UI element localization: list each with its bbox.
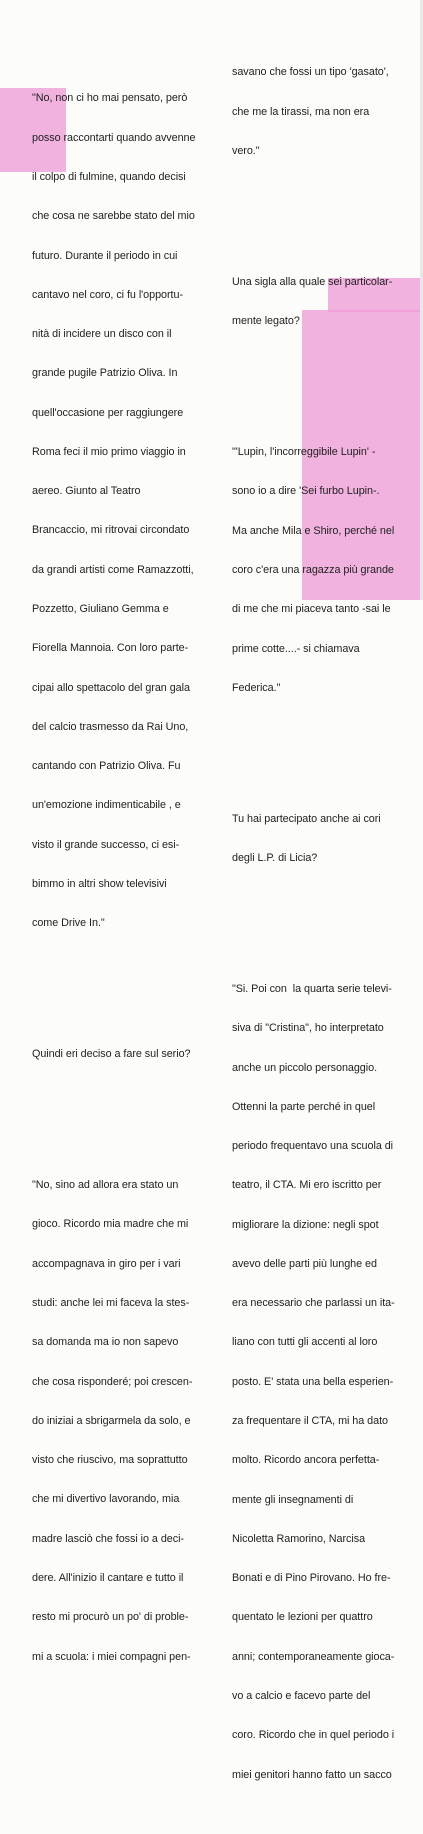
text-line: accompagnava in giro per i vari [32, 1257, 181, 1270]
text-line: Ottenni la parte perché in quel [232, 1100, 376, 1113]
text-line: sono io a dire 'Sei furbo Lupin-. [232, 485, 380, 498]
text-line: "Si. Poi con la quarta serie televi- [232, 982, 392, 995]
text-line: cipai allo spettacolo del gran gala [32, 681, 190, 694]
text-line: Nicoletta Ramorino, Narcisa [232, 1532, 366, 1545]
answer-paragraph [32, 66, 224, 956]
text-line: che me la tirassi, ma non era [232, 105, 370, 118]
text-line: che cosa risponderé; poi crescen- [32, 1375, 193, 1388]
text-line: savano che fossi un tipo 'gasato', [232, 66, 389, 79]
text-line: Roma feci il mio primo viaggio in [32, 445, 186, 458]
text-line: che cosa ne sarebbe stato del mio [32, 210, 195, 223]
text-line: un'emozione indimenticabile , e [32, 799, 181, 812]
text-line: posto. E' stata una bella esperien- [232, 1375, 394, 1388]
text-line: Tu hai partecipato anche ai cori [232, 812, 381, 825]
text-line: siva di "Cristina", ho interpretato [232, 1022, 384, 1035]
text-line: miei genitori hanno fatto un sacco [232, 1768, 392, 1781]
right-column [232, 14, 420, 1834]
text-line: visto che riuscivo, ma soprattutto [32, 1454, 188, 1467]
text-line: quell'occasione per raggiungere [32, 406, 184, 419]
text-line: quentato le lezioni per quattro [232, 1611, 373, 1624]
text-line: che mi divertivo lavorando, mia [32, 1493, 180, 1506]
text-line: Pozzetto, Giuliano Gemma e [32, 603, 169, 616]
text-line: cantando con Patrizio Oliva. Fu [32, 760, 181, 773]
text-line: di me che mi piaceva tanto -sai le [232, 603, 391, 616]
text-line: cantavo nel coro, ci fu l'opportu- [32, 288, 184, 301]
text-line: prime cotte....- si chiamava [232, 642, 360, 655]
text-line: "No, sino ad allora era stato un [32, 1179, 179, 1192]
text-line: da grandi artisti come Ramazzotti, [32, 563, 194, 576]
question-paragraph [32, 1022, 224, 1087]
text-line: Bonati e di Pino Pirovano. Ho fre- [232, 1572, 391, 1585]
paragraph-gap [232, 747, 420, 760]
text-line: molto. Ricordo ancora perfetta- [232, 1454, 380, 1467]
text-line: "No, non ci ho mai pensato, però [32, 92, 188, 105]
question-paragraph [232, 787, 420, 892]
text-line: "'Lupin, l'incorreggibile Lupin' - [232, 446, 376, 459]
text-line: mente legato? [232, 315, 300, 328]
paragraph-gap [232, 381, 420, 394]
text-line: studi: anche lei mi faceva la stes- [32, 1297, 190, 1309]
question-paragraph [232, 250, 420, 355]
text-line: Federica." [232, 681, 281, 694]
text-line: aereo. Giunto al Teatro [32, 485, 141, 498]
paragraph-gap [232, 917, 420, 930]
paragraph-gap [32, 983, 224, 996]
text-line: do iniziai a sbrigarmela da solo, e [32, 1414, 191, 1427]
text-line: del calcio trasmesso da Rai Uno, [32, 720, 189, 733]
text-line: liano con tutti gli accenti al loro [232, 1336, 378, 1349]
text-line: posso raccontarti quando avvenne [32, 131, 196, 144]
text-line: Fiorella Mannoia. Con loro parte- [32, 642, 189, 655]
text-line: visto il grande successo, ci esi- [32, 838, 180, 851]
answer-paragraph [232, 957, 420, 1808]
text-line: vo a calcio e facevo parte del [232, 1690, 371, 1702]
text-line: za frequentare il CTA, mi ha dato [232, 1415, 388, 1428]
text-line: Una sigla alla quale sei particolar- [232, 275, 393, 288]
text-line: grande pugile Patrizio Oliva. In [32, 367, 178, 380]
text-line: era necessario che parlassi un ita- [232, 1297, 395, 1310]
text-line: periodo frequentavo una scuola di [232, 1140, 394, 1153]
answer-paragraph [32, 1153, 224, 1690]
text-line: sa domanda ma io non sapevo [32, 1336, 179, 1349]
text-line: il colpo di fulmine, quando decisi [32, 170, 186, 183]
text-line: Ma anche Mila e Shiro, perché nel [232, 524, 395, 537]
text-line: teatro, il CTA. Mi ero iscritto per [232, 1179, 382, 1192]
text-line: futuro. Durante il periodo in cui [32, 249, 178, 262]
text-line: mi a scuola: i miei compagni pen- [32, 1650, 191, 1663]
text-line: madre lasciò che fossi io a deci- [32, 1532, 184, 1545]
text-line: anni; contemporaneamente gioca- [232, 1650, 395, 1663]
text-line: bimmo in altri show televisivi [32, 878, 167, 890]
answer-paragraph [232, 420, 420, 721]
answer-paragraph [232, 40, 420, 184]
text-line: nità di incidere un disco con il [32, 328, 172, 341]
text-line: dere. All'inizio il cantare e tutto il [32, 1571, 184, 1584]
text-line: come Drive In." [32, 917, 105, 930]
text-line: migliorare la dizione: negli spot [232, 1218, 379, 1231]
text-line: gioco. Ricordo mia madre che mi [32, 1218, 189, 1231]
text-line: vero." [232, 144, 260, 157]
text-line: avevo delle parti più lunghe ed [232, 1257, 377, 1270]
text-line: coro c'era una ragazza più grande [232, 563, 394, 576]
text-line: degli L.P. di Licia? [232, 852, 318, 864]
left-column [32, 40, 224, 1716]
text-line: Quindi eri deciso a fare sul serio? [32, 1048, 191, 1061]
text-line: coro. Ricordo che in quel periodo i [232, 1729, 395, 1742]
text-line: Brancaccio, mi ritrovai circondato [32, 524, 190, 537]
paragraph-gap [32, 1114, 224, 1127]
text-line: mente gli insegnamenti di [232, 1493, 354, 1506]
paragraph-gap [232, 210, 420, 223]
text-line: anche un piccolo personaggio. [232, 1061, 378, 1074]
text-line: resto mi procurò un po' di proble- [32, 1611, 189, 1624]
